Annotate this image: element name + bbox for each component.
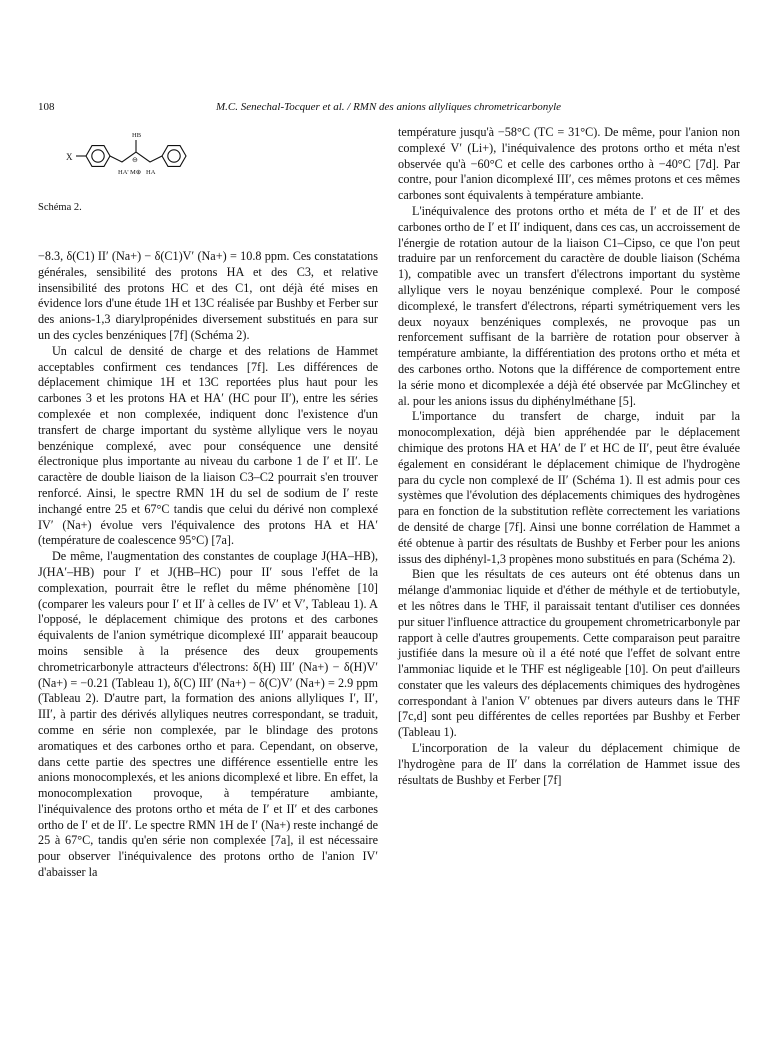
left-paragraph-2: Un calcul de densité de charge et des relations de Hammet acceptables confirment ces tendances [7f]. Les différences de déplacement chimique 1H et 13C reportées plus haut pour les carbones 3 et les protons HA et HA′ (HC pour II′), entre les séries complexée et non complexée, indiquent donc l'existence d'un transfert de charge important du système allylique vers le noyau benzénique complexé, avec pour conséquence une densité électronique plus importante au niveau du carbone 1 de I′ et II′. Le caractère de double liaison de la liaison C3–C2 pourrait s'en trouver renforcé. Ainsi, le spectre RMN 1H du sel de sodium de I′ reste inchangé entre 25 et 67°C tandis que celui du dérivé non complexé IV′ (Na+) évolue vers l'équivalence des protons HA et HA′ (température de coalescence 95°C) [7a]. [38, 343, 378, 548]
running-head: M.C. Senechal-Tocquer et al. / RMN des anions allyliques chrometricarbonyle [216, 101, 562, 113]
right-column [398, 125, 740, 788]
scheme-label-hac: HA' [118, 169, 129, 176]
scheme-label-charge: ⊖ [132, 156, 138, 164]
scheme-label-cation: M⊕ [130, 169, 142, 176]
scheme-label-x: X [66, 152, 73, 162]
right-paragraph-5: L'incorporation de la valeur du déplacement chimique de l'hydrogène para de II′ dans la corrélation de Hammet issue des résultats de Bushby et Ferber [7f] [398, 741, 740, 787]
scheme-caption: Schéma 2. [38, 202, 82, 213]
page-number: 108 [38, 101, 55, 113]
left-benzene-ring [86, 146, 110, 167]
right-paragraph-4: Bien que les résultats de ces auteurs ont été obtenus dans un mélange d'ammoniac liquide et d'éther de méthyle et de tertiobutyle, et les nôtres dans le THF, il paraissait tentant d'utiliser ces données pur situer l'influence attractice du groupement chrometricarbonyle par rapport à celle d'autres groupements. Cette comparaison peut paraitre justifiée dans la mesure où il a été noté que l'effet de solvant entre l'ammoniac liquide et le THF est négligeable [10]. On peut d'ailleurs constater que les valeurs des déplacements chimiques des hydrogènes correspondant à l'anion V′ obtenues par divers auteurs dans le THF [7c,d] sont peu différentes de celles reportées par Bushby et Ferber (Tableau 1). [398, 567, 740, 740]
left-paragraph-3: De même, l'augmentation des constantes de couplage J(HA–HB), J(HA′–HB) pour I′ et J(HB–HC) pour II′ sous l'effet de la complexation, pourrait être le reflet du même phénomène [10] (comparer les valeurs pour I′ et II′ à celles de IV′ et V′, Tableau 1). A l'opposé, le déplacement chimique des protons et des carbones équivalents de l'anion symétrique dicomplexé III′ apparait beaucoup moins sensible à la présence des deux groupements chrometricarbonyle attracteurs d'électrons: δ(H) III′ (Na+) − δ(H)V′ (Na+) = −0.21 (Tableau 1), δ(C) III′ (Na+) − δ(C)V′ (Na+) = 2.9 ppm (Tableau 2). D'autre part, la formation des anions allyliques I′, II′, III′, à partir des dérivés allyliques neutres correspondant, se traduit, comme en série non complexée, par le blindage des protons aromatiques et des carbones ortho et para. Cependant, on observe, dans cette partie des spectres une différence essentielle entre les anions monocomplexés, et les anions dicomplexé et libre. En effet, la monocomplexation provoque, à température ambiante, l'inéquivalence des protons ortho et méta de I′ et II′ et des carbones ortho de I′ et de II′. Le spectre RMN 1H de I′ (Na+) reste inchangé de 25 à 67°C, tandis qu'en série non complexée [7a], il est nécessaire pour observer l'inéquivalence des protons ortho de l'anion IV′ d'abaisser la [38, 549, 378, 880]
left-paragraph-1: −8.3, δ(C1) II′ (Na+) − δ(C1)V′ (Na+) = 10.8 ppm. Ces constatations générales, sensibilité des protons HA et des C3, et relative insensibilité des protons HC et des C1, ont déjà été mises en évidence lors d'une étude 1H et 13C réalisée par Bushby et Ferber sur des anions-1,3 diarylpropénides diversement substitués en para sur un des cycles benzéniques [7f] (Schéma 2). [38, 249, 378, 342]
left-column [38, 249, 378, 881]
scheme-2-structure [38, 118, 378, 200]
right-paragraph-1: température jusqu'à −58°C (TC = 31°C). De même, pour l'anion non complexé V′ (Li+), l'inéquivalence des protons ortho et méta n'est observée qu'à −60°C et celle des carbones ortho à −40°C [7d]. Par contre, pour l'anion dicomplexé III′, ces mêmes protons et ces mêmes carbones sont équivalents à température ambiante. [398, 125, 740, 203]
scheme-label-hb: HB [132, 132, 142, 139]
right-paragraph-3: L'importance du transfert de charge, induit par la monocomplexation, déjà bien appréhendée par le déplacement chimique des protons HA et HA′ de I′ et HC de II′, peut être évaluée également en considérant le déplacement chimique de l'hydrogène para du cycle non complexé de II′ (Schéma 1). Il est admis pour ces systèmes que l'évolution des déplacements chimiques des hydrogènes para en fonction de la substitution reflète correctement les variations de densité de charge [7f]. Ainsi une bonne corrélation de Hammet a été obtenue à partir des résultats de Bushby et Ferber pour les anions issus des diphényl-1,3 propènes mono substitués en para (Schéma 2). [398, 409, 740, 566]
right-benzene-ring [162, 146, 186, 167]
right-paragraph-2: L'inéquivalence des protons ortho et méta de I′ et de II′ et des carbones ortho de I′ et II′ indiquent, dans ces cas, un accroissement de l'énergie de rotation autour de la liaison C1–Cipso, ce que l'on peut traduire par un renforcement du caractère de double liaison (Schéma 1), compatible avec un transfert d'électrons important du système allylique vers le noyau benzénique complexé. Pour le composé dicomplexé, le transfert d'électrons, réparti symétriquement vers les deux noyaux benzéniques complexés, ne provoque pas un renforcement suffisant de la barrière de rotation pour observer à température ambiante, la différentiation des protons ortho et méta et des carbones ortho. Notons que la différence de comportement entre la série mono et dicomplexée a déjà été observée par McGlinchey et al. pour les anions issus du diphénylméthane [5]. [398, 203, 740, 408]
scheme-label-ha: HA [146, 169, 156, 176]
